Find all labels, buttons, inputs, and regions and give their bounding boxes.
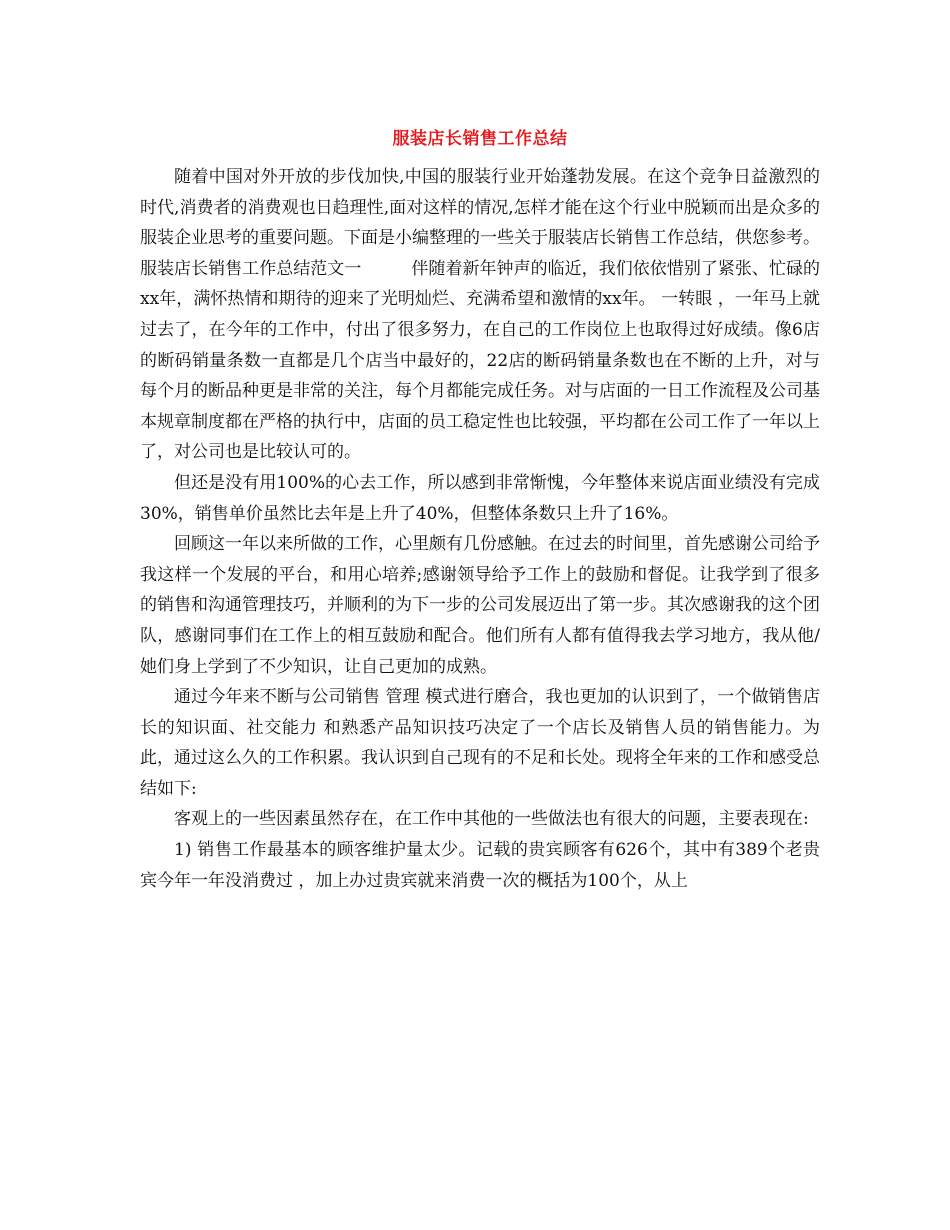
body-paragraph: 回顾这一年以来所做的工作，心里颇有几份感触。在过去的时间里，首先感谢公司给予我这样一个发展的平台，和用心培养;感谢领导给予工作上的鼓励和督促。让我学到了很多的销售和沟通管理技巧，并顺利的为下一步的公司发展迈出了第一步。其次感谢我的这个团队，感谢同事们在工作上的相互鼓励和配合。他们所有人都有值得我去学习地方，我从他/她们身上学到了不少知识，让自己更加的成熟。 xyxy=(140,534,820,677)
body-paragraph: 客观上的一些因素虽然存在，在工作中其他的一些做法也有很大的问题，主要表现在: xyxy=(174,809,809,830)
sample-body: 伴随着新年钟声的临近，我们依依惜别了紧张、忙碌的xx年，满怀热情和期待的迎来了光明灿烂、充满希望和激情的xx年。 一转眼 ，一年马上就过去了，在今年的工作中，付出了很多努力，在自己的工作岗位上也取得过好成绩。像6店的断码销量条数一直都是几个店当中最好的，22店的断码销量条数也在不断的上升，对与每个月的断品种更是非常的关注，每个月都能完成任务。对与店面的一日工作流程及公司基本规章制度都在严格的执行中，店面的员工稳定性也比较强，平均都在公司工作了一年以上了，对公司也是比较认可的。 xyxy=(140,258,821,463)
sample-heading: 服装店长销售工作总结范文一 xyxy=(140,258,362,279)
body-paragraph: 通过今年来不断与公司销售 管理 模式进行磨合，我也更加的认识到了，一个做销售店长的知识面、社交能力 和熟悉产品知识技巧决定了一个店长及销售人员的销售能力。为此，通过这么久的工作积累。我认识到自己现有的不足和长处。现将全年来的工作和感受总结如下: xyxy=(140,687,820,799)
document-title: 服装店长销售工作总结 xyxy=(392,129,568,149)
document-body xyxy=(140,162,820,896)
sample-paragraph xyxy=(140,254,820,468)
intro-paragraph: 随着中国对外开放的步伐加快,中国的服装行业开始蓬勃发展。在这个竞争日益激烈的时代,消费者的消费观也日趋理性,面对这样的情况,怎样才能在这个行业中脱颖而出是众多的服装企业思考的重要问题。下面是小编整理的一些关于服装店长销售工作总结，供您参考。 xyxy=(140,167,820,249)
document-page xyxy=(140,0,820,1230)
body-paragraph: 1) 销售工作最基本的顾客维护量太少。记载的贵宾顾客有626个，其中有389个老贵宾今年一年没消费过 ，加上办过贵宾就来消费一次的概括为100个，从上 xyxy=(140,840,820,891)
body-paragraph: 但还是没有用100%的心去工作，所以感到非常惭愧，今年整体来说店面业绩没有完成30%，销售单价虽然比去年是上升了40%，但整体条数只上升了16%。 xyxy=(140,472,820,524)
